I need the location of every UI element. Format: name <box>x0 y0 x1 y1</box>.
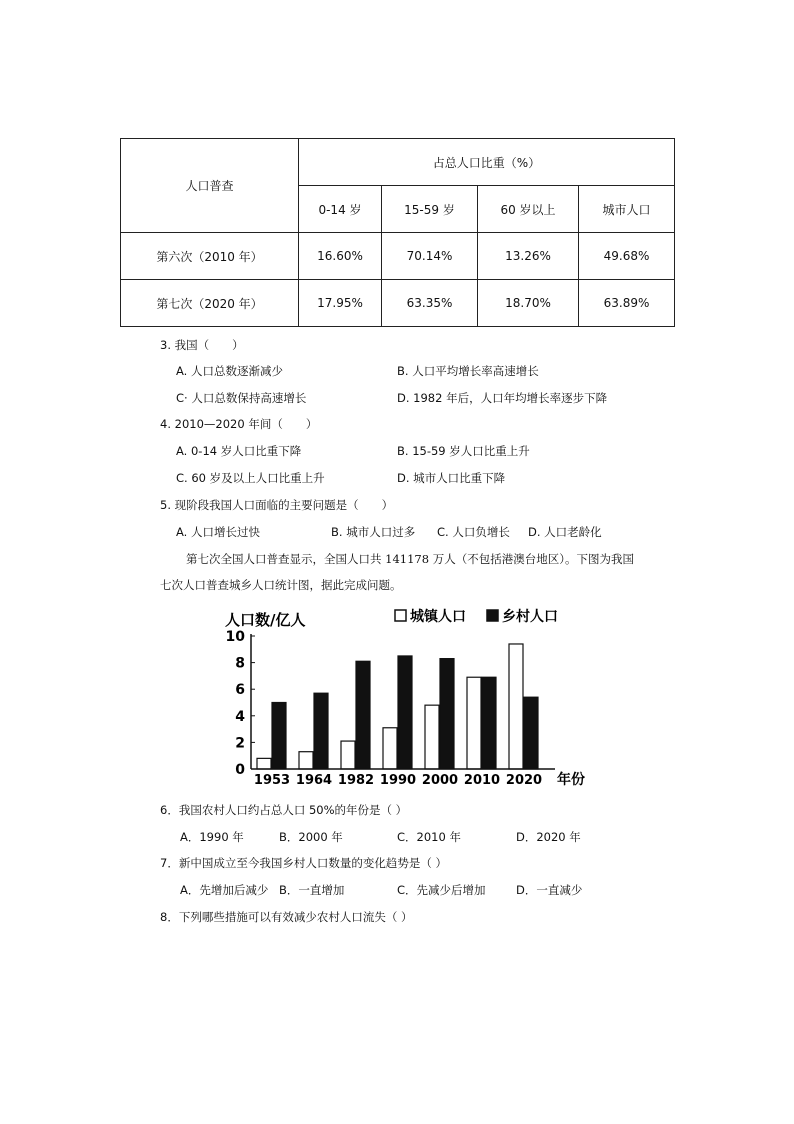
bar-rural-2020 <box>524 697 538 769</box>
question-3-option-c[interactable]: C· 人口总数保持高速增长 <box>176 391 307 405</box>
bar-urban-1953 <box>257 758 271 769</box>
question-5-option-d[interactable]: D. 人口老龄化 <box>528 525 602 539</box>
bar-urban-2010 <box>467 677 481 769</box>
question-7-option-a[interactable]: A．先增加后减少 <box>180 883 269 897</box>
question-7-option-c[interactable]: C．先减少后增加 <box>397 883 486 897</box>
passage-line-2: 七次人口普查城乡人口统计图，据此完成问题。 <box>160 578 402 592</box>
column-header: 城市人口 <box>579 186 675 233</box>
population-bar-chart <box>225 605 585 787</box>
table-cell: 17.95% <box>299 280 382 327</box>
table-row-header: 人口普查 <box>121 139 299 233</box>
table-group-header: 占总人口比重（%） <box>299 139 675 186</box>
bar-rural-2000 <box>440 659 454 769</box>
question-4-option-d[interactable]: D. 城市人口比重下降 <box>397 471 506 485</box>
question-5-option-c[interactable]: C. 人口负增长 <box>437 525 510 539</box>
legend-swatch <box>395 610 406 621</box>
y-tick-label: 10 <box>225 629 245 645</box>
chart-legend <box>395 608 558 625</box>
x-tick-label: 1953 <box>253 773 291 787</box>
question-3-option-a[interactable]: A. 人口总数逐渐减少 <box>176 364 283 378</box>
y-tick-label: 8 <box>235 655 245 672</box>
chart-ylabel: 人口数/亿人 <box>225 611 306 629</box>
legend-label: 城镇人口 <box>410 609 466 625</box>
table-row <box>121 280 675 327</box>
x-tick-label: 1964 <box>295 773 333 787</box>
x-tick-label: 1982 <box>337 773 375 787</box>
question-6-stem: 6．我国农村人口约占总人口 50%的年份是（ ） <box>160 803 408 817</box>
bar-urban-1990 <box>383 728 397 769</box>
question-5-option-a[interactable]: A. 人口增长过快 <box>176 525 260 539</box>
column-header: 15-59 岁 <box>382 186 478 233</box>
legend-swatch <box>487 610 498 621</box>
bar-rural-1964 <box>314 693 328 769</box>
question-5-option-b[interactable]: B. 城市人口过多 <box>331 525 416 539</box>
passage-line-1: 第七次全国人口普查显示，全国人口共 141178 万人（不包括港澳台地区）。下图为我国 <box>186 552 634 566</box>
x-tick-label: 2020 <box>505 773 543 787</box>
row-label: 第七次（2020 年） <box>121 280 299 327</box>
table-row <box>121 233 675 280</box>
table-cell: 18.70% <box>478 280 579 327</box>
question-4-option-a[interactable]: A. 0-14 岁人口比重下降 <box>176 444 302 458</box>
question-4-stem: 4. 2010—2020 年间（ ） <box>160 417 318 431</box>
y-tick-label: 0 <box>235 762 245 778</box>
table-cell: 49.68% <box>579 233 675 280</box>
question-6-option-c[interactable]: C．2010 年 <box>397 830 461 844</box>
y-tick-label: 4 <box>235 708 245 725</box>
bar-rural-1953 <box>272 703 286 770</box>
bar-urban-1982 <box>341 741 355 769</box>
table-cell: 63.89% <box>579 280 675 327</box>
question-6-option-d[interactable]: D．2020 年 <box>516 830 581 844</box>
row-label: 第六次（2010 年） <box>121 233 299 280</box>
bar-urban-1964 <box>299 752 313 769</box>
bar-rural-1982 <box>356 661 370 769</box>
census-table <box>120 138 675 327</box>
table-cell: 63.35% <box>382 280 478 327</box>
question-3-option-d[interactable]: D. 1982 年后，人口年均增长率逐步下降 <box>397 391 608 405</box>
question-5-stem: 5. 现阶段我国人口面临的主要问题是（ ） <box>160 498 394 512</box>
column-header: 0-14 岁 <box>299 186 382 233</box>
bar-rural-2010 <box>482 677 496 769</box>
y-tick-label: 2 <box>235 735 245 752</box>
question-4-option-b[interactable]: B. 15-59 岁人口比重上升 <box>397 444 530 458</box>
question-6-option-b[interactable]: B．2000 年 <box>279 830 343 844</box>
table-cell: 13.26% <box>478 233 579 280</box>
bar-rural-1990 <box>398 656 412 769</box>
question-3-option-b[interactable]: B. 人口平均增长率高速增长 <box>397 364 539 378</box>
bar-urban-2000 <box>425 705 439 769</box>
bar-urban-2020 <box>509 644 523 769</box>
column-header: 60 岁以上 <box>478 186 579 233</box>
question-4-option-c[interactable]: C. 60 岁及以上人口比重上升 <box>176 471 325 485</box>
question-6-option-a[interactable]: A．1990 年 <box>180 830 244 844</box>
question-7-option-d[interactable]: D．一直减少 <box>516 883 583 897</box>
question-3-stem: 3. 我国（ ） <box>160 338 244 352</box>
x-tick-label: 1990 <box>379 773 417 787</box>
table-cell: 16.60% <box>299 233 382 280</box>
question-8-stem: 8．下列哪些措施可以有效减少农村人口流失（ ） <box>160 910 413 924</box>
table-cell: 70.14% <box>382 233 478 280</box>
legend-label: 乡村人口 <box>502 609 558 625</box>
chart-xlabel: 年份 <box>557 772 585 787</box>
x-tick-label: 2000 <box>421 773 459 787</box>
question-7-option-b[interactable]: B．一直增加 <box>279 883 345 897</box>
question-7-stem: 7．新中国成立至今我国乡村人口数量的变化趋势是（ ） <box>160 856 447 870</box>
x-tick-label: 2010 <box>463 773 501 787</box>
y-tick-label: 6 <box>235 682 245 699</box>
